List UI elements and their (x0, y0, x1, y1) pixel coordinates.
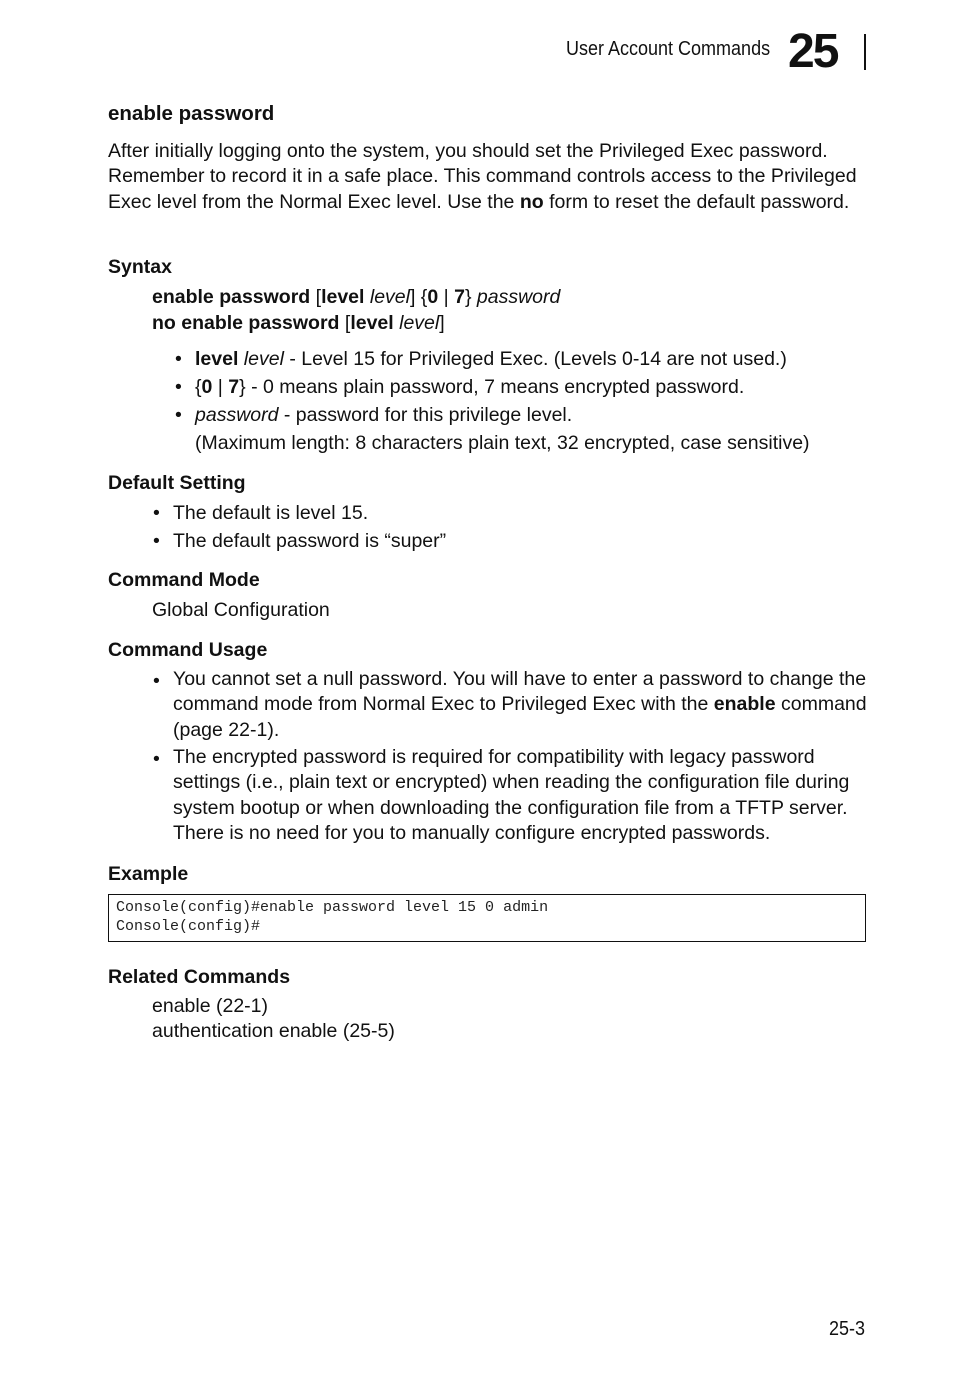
default-item: The default is level 15. (173, 502, 369, 524)
param-level: level level - Level 15 for Privileged Exec. (Levels 0-14 are not used.) (195, 348, 787, 370)
bullet: • (153, 670, 160, 692)
usage-item-null-password: You cannot set a null password. You will have to enter a password to change the command mode from Normal Exec to Privileged Exec with the enable command (page 22-1). (173, 668, 867, 741)
param-password: password - password for this privilege level. (195, 404, 573, 426)
example-code-box (108, 894, 866, 942)
syntax-line-no-enable: no enable password [level level] (152, 312, 445, 334)
running-header-title: User Account Commands (566, 38, 771, 60)
param-password-note: (Maximum length: 8 characters plain text, 32 encrypted, case sensitive) (195, 432, 810, 454)
command-description: After initially logging onto the system, you should set the Privileged Exec password. Remember to record it in a safe place. This command controls access to the Privileged Exec level from the Normal Exec level. Use the no form to reset the default password. (108, 140, 857, 213)
syntax-heading: Syntax (108, 256, 172, 278)
bullet: • (153, 748, 160, 770)
usage-item-encrypted: The encrypted password is required for compatibility with legacy password settings (i.e., plain text or encrypted) when reading the configuration file during system bootup or when downloading the configuration file from a TFTP server. There is no need for you to manually configure encrypted passwords. (173, 746, 850, 844)
code-line: Console(config)#enable password level 15 0 admin (116, 899, 549, 916)
command-mode-heading: Command Mode (108, 569, 260, 591)
syntax-line-enable: enable password [level level] {0 | 7} password (152, 286, 561, 308)
example-heading: Example (108, 863, 189, 885)
related-command-link[interactable]: authentication enable (25-5) (152, 1020, 395, 1042)
bullet: • (175, 404, 182, 426)
command-usage-heading: Command Usage (108, 639, 268, 661)
chapter-number: 25 (788, 25, 838, 78)
bullet: • (175, 376, 182, 398)
bullet: • (153, 502, 160, 524)
param-encryption: {0 | 7} - 0 means plain password, 7 means encrypted password. (195, 376, 745, 398)
command-mode-value: Global Configuration (152, 599, 330, 621)
page-number: 25-3 (829, 1318, 866, 1340)
related-command-link[interactable]: enable (22-1) (152, 995, 268, 1017)
related-commands-heading: Related Commands (108, 966, 291, 988)
bullet: • (153, 530, 160, 552)
default-item: The default password is “super” (173, 530, 447, 552)
code-line: Console(config)# (116, 918, 261, 935)
default-setting-heading: Default Setting (108, 472, 246, 494)
command-title: enable password (108, 102, 275, 125)
bullet: • (175, 348, 182, 370)
chapter-divider (864, 34, 866, 70)
